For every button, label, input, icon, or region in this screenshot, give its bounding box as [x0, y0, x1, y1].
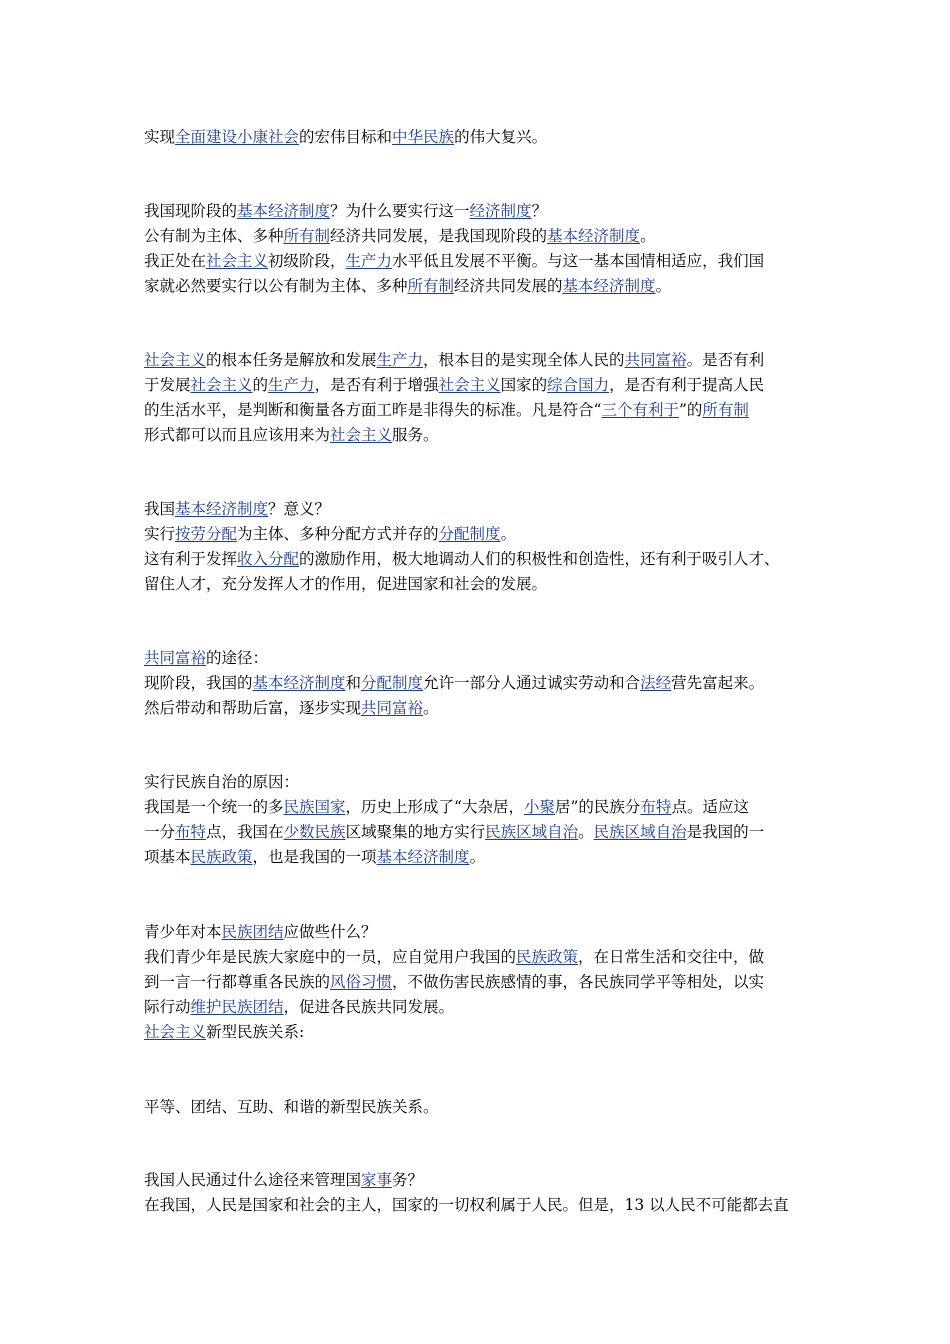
text-segment: 应做些什么？: [283, 923, 377, 941]
text-segment: ？意义？: [268, 500, 331, 518]
text-segment: 公有制为主体、多种: [144, 227, 284, 245]
hyperlink[interactable]: 分配制度: [361, 674, 424, 692]
text-line: [144, 572, 814, 597]
hyperlink[interactable]: 社会主义: [330, 426, 393, 444]
hyperlink[interactable]: 生产力: [345, 252, 393, 270]
hyperlink[interactable]: 民族政策: [516, 948, 579, 966]
text-line: [144, 497, 814, 522]
paragraph-distribution: [144, 497, 814, 597]
hyperlink[interactable]: 布特: [175, 823, 207, 841]
hyperlink[interactable]: 三个有利于: [601, 401, 679, 419]
hyperlink[interactable]: 分配制度: [438, 525, 501, 543]
hyperlink[interactable]: 共同富裕: [624, 351, 687, 369]
hyperlink[interactable]: 家事: [361, 1171, 393, 1189]
hyperlink[interactable]: 中华民族: [392, 128, 455, 146]
text-line: [144, 522, 814, 547]
text-segment: 于发展: [144, 376, 191, 394]
hyperlink[interactable]: 基本经济制度: [562, 277, 656, 295]
text-segment: 。: [640, 227, 656, 245]
paragraph-socialism-task: [144, 348, 814, 448]
text-segment: 国家的: [500, 376, 548, 394]
text-segment: ”的: [678, 401, 703, 419]
text-segment: ，促进各民族共同发展。: [283, 998, 455, 1016]
hyperlink[interactable]: 社会主义: [144, 351, 207, 369]
hyperlink[interactable]: 民族区域自治: [485, 823, 579, 841]
text-segment: 实行民族自治的原因：: [144, 773, 300, 791]
hyperlink[interactable]: 基本经济制度: [175, 500, 269, 518]
hyperlink[interactable]: 所有制: [702, 401, 749, 419]
hyperlink[interactable]: 社会主义: [206, 252, 269, 270]
text-segment: 到一言一行都尊重各民族的: [144, 973, 331, 991]
text-segment: 我正处在: [144, 252, 207, 270]
text-line: [144, 970, 814, 995]
text-segment: 在我国，人民是国家和社会的主人，国家的一切权利属于人民。但是，13 以人民不可能都去直: [144, 1196, 789, 1214]
text-line: [144, 646, 814, 671]
hyperlink[interactable]: 基本经济制度: [376, 848, 470, 866]
text-line: [144, 795, 814, 820]
text-segment: 的生活水平，是判断和衡量各方面工昨是非得失的标准。凡是符合“: [144, 401, 602, 419]
hyperlink[interactable]: 经济制度: [469, 202, 532, 220]
hyperlink[interactable]: 所有制: [283, 227, 331, 245]
text-segment: ，也是我国的一项: [252, 848, 377, 866]
paragraph-ethnic-autonomy: [144, 770, 814, 870]
text-line: [144, 945, 814, 970]
text-segment: 是我国的一: [686, 823, 765, 841]
paragraph-common-prosperity: [144, 646, 814, 721]
text-segment: 平等、团结、互助、和谐的新型民族关系。: [144, 1098, 439, 1116]
text-segment: ，历史上形成了“大杂居，: [345, 798, 524, 816]
paragraph-intro: [144, 125, 814, 150]
hyperlink[interactable]: 民族国家: [283, 798, 346, 816]
text-segment: ？: [531, 202, 548, 220]
text-segment: 初级阶段，: [268, 252, 346, 270]
hyperlink[interactable]: 维护民族团结: [190, 998, 284, 1016]
hyperlink[interactable]: 按劳分配: [175, 525, 238, 543]
hyperlink[interactable]: 法经: [640, 674, 672, 692]
text-line: [144, 920, 814, 945]
text-segment: 新型民族关系:: [206, 1023, 305, 1041]
text-line: [144, 820, 814, 845]
text-line: [144, 1193, 814, 1218]
text-segment: 点，我国在: [206, 823, 284, 841]
hyperlink[interactable]: 生产力: [268, 376, 315, 394]
text-segment: 的: [252, 376, 269, 394]
text-segment: 实行: [144, 525, 176, 543]
text-segment: 实现: [144, 128, 176, 146]
text-segment: ？为什么要实行这一: [330, 202, 470, 220]
hyperlink[interactable]: 小聚: [523, 798, 555, 816]
hyperlink[interactable]: 民族区域自治: [593, 823, 687, 841]
text-segment: 的伟大复兴。: [454, 128, 548, 146]
hyperlink[interactable]: 基本经济制度: [547, 227, 641, 245]
text-line: [144, 845, 814, 870]
text-line: [144, 274, 814, 299]
text-segment: 。是否有利: [686, 351, 765, 369]
text-segment: 居”的民族分: [554, 798, 641, 816]
text-segment: 服务。: [392, 426, 439, 444]
text-segment: ，是否有利于增强: [314, 376, 439, 394]
text-line: [144, 398, 814, 423]
hyperlink[interactable]: 民族政策: [190, 848, 253, 866]
text-segment: 我国人民通过什么途径来管理国: [144, 1171, 362, 1189]
hyperlink[interactable]: 风俗习惯: [330, 973, 393, 991]
text-segment: ，不做伤害民族感情的事，各民族同学平等相处，以实: [392, 973, 765, 991]
hyperlink[interactable]: 社会主义: [190, 376, 253, 394]
hyperlink[interactable]: 生产力: [376, 351, 424, 369]
text-line: [144, 671, 814, 696]
text-segment: 我国是一个统一的多: [144, 798, 284, 816]
text-segment: ，是否有利于提高人民: [609, 376, 765, 394]
text-segment: 留住人才，充分发挥人才的作用，促进国家和社会的发展。: [144, 575, 548, 593]
hyperlink[interactable]: 基本经济制度: [237, 202, 331, 220]
hyperlink[interactable]: 收入分配: [237, 550, 300, 568]
text-segment: 。: [469, 848, 486, 866]
paragraph-economic-system: [144, 199, 814, 299]
hyperlink[interactable]: 基本经济制度: [252, 674, 346, 692]
text-segment: 的根本任务是解放和发展: [206, 351, 377, 369]
text-segment: 我们青少年是民族大家庭中的一员，应自觉用户我国的: [144, 948, 517, 966]
text-line: [144, 423, 814, 448]
text-line: [144, 1020, 814, 1045]
hyperlink[interactable]: 民族团结: [221, 923, 284, 941]
text-line: [144, 995, 814, 1020]
paragraph-ethnic-unity: [144, 920, 814, 1045]
text-line: [144, 1168, 814, 1193]
text-segment: 我国: [144, 500, 176, 518]
text-segment: 务？: [392, 1171, 424, 1189]
paragraph-relations: [144, 1095, 814, 1120]
text-segment: 经济共同发展，是我国现阶段的: [330, 227, 548, 245]
text-segment: 和: [345, 674, 362, 692]
text-segment: 。: [578, 823, 594, 841]
text-segment: 。: [655, 277, 672, 295]
text-segment: 的宏伟目标和: [299, 128, 393, 146]
hyperlink[interactable]: 社会主义: [144, 1023, 207, 1041]
text-segment: ，在日常生活和交往中，做: [578, 948, 765, 966]
text-segment: ，根本目的是实现全体人民的: [423, 351, 625, 369]
text-segment: 的激励作用，极大地调动人们的积极性和创造性，还有利于吸引人才、: [299, 550, 780, 568]
hyperlink[interactable]: 所有制: [407, 277, 455, 295]
hyperlink[interactable]: 全面建设小康社会: [175, 128, 300, 146]
hyperlink[interactable]: 共同富裕: [144, 649, 207, 667]
text-segment: 现阶段，我国的: [144, 674, 253, 692]
hyperlink[interactable]: 布特: [640, 798, 672, 816]
text-segment: 项基本: [144, 848, 191, 866]
text-segment: 点。适应这: [671, 798, 749, 816]
text-segment: 区域聚集的地方实行: [345, 823, 486, 841]
text-segment: 水平低且发展不平衡。与这一基本国情相适应，我们国: [392, 252, 765, 270]
text-line: [144, 348, 814, 373]
text-segment: 为主体、多种分配方式并存的: [237, 525, 439, 543]
hyperlink[interactable]: 共同富裕: [361, 699, 424, 717]
text-segment: 经济共同发展的: [454, 277, 563, 295]
text-line: [144, 125, 814, 150]
text-line: [144, 1095, 814, 1120]
text-line: [144, 249, 814, 274]
text-line: [144, 373, 814, 398]
text-line: [144, 547, 814, 572]
text-segment: 然后带动和帮助后富，逐步实现: [144, 699, 362, 717]
text-line: [144, 199, 814, 224]
text-line: [144, 696, 814, 721]
text-line: [144, 224, 814, 249]
text-segment: 我国现阶段的: [144, 202, 238, 220]
hyperlink[interactable]: 综合国力: [547, 376, 610, 394]
text-segment: 一分: [144, 823, 176, 841]
hyperlink[interactable]: 社会主义: [438, 376, 501, 394]
text-segment: 。: [423, 699, 439, 717]
text-line: [144, 770, 814, 795]
text-segment: 际行动: [144, 998, 191, 1016]
text-segment: 家就必然要实行以公有制为主体、多种: [144, 277, 408, 295]
text-segment: 形式都可以而且应该用来为: [144, 426, 331, 444]
text-segment: 的途径：: [206, 649, 269, 667]
text-segment: 营先富起来。: [671, 674, 765, 692]
text-segment: 青少年对本: [144, 923, 222, 941]
text-segment: 允许一部分人通过诚实劳动和合: [423, 674, 641, 692]
hyperlink[interactable]: 少数民族: [283, 823, 346, 841]
paragraph-state-affairs: [144, 1168, 814, 1218]
text-segment: 这有利于发挥: [144, 550, 238, 568]
text-segment: 。: [500, 525, 517, 543]
